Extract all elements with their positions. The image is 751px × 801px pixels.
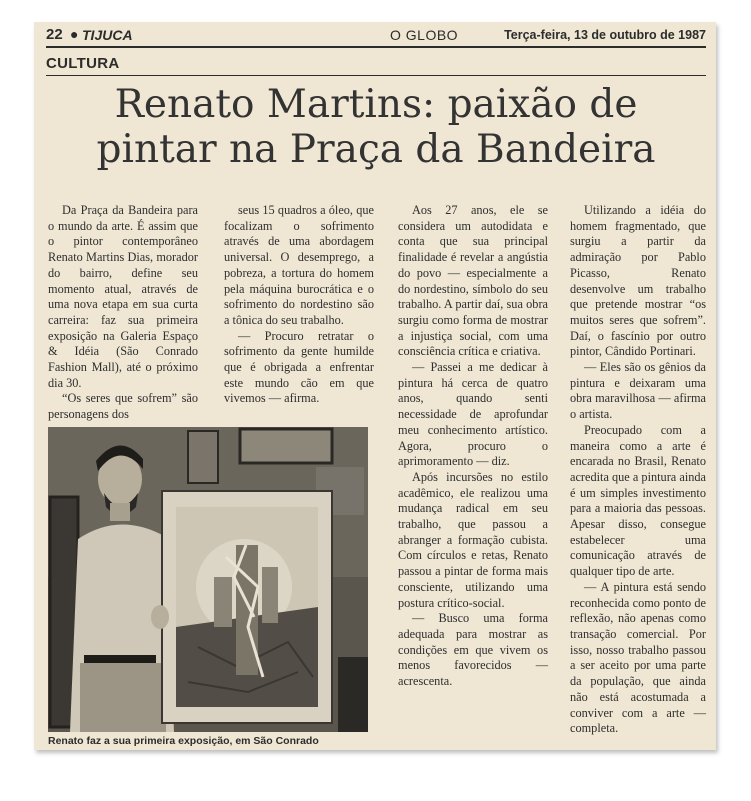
headline-line-1: Renato Martins: paixão de [114, 82, 638, 127]
paragraph: — Procuro retratar o sofrimento da gente humilde que é obrigada a enfrentar este mundo cão em que vivemos — afirma. [224, 328, 374, 406]
article-column-3 [398, 203, 548, 690]
publication-date: Terça-feira, 13 de outubro de 1987 [504, 28, 706, 42]
paragraph: — Eles são os gênios da pintura e deixaram uma obra maravilhosa — afirma o artista. [570, 360, 706, 422]
newspaper-logo: O GLOBO [390, 27, 459, 43]
masthead-rule [46, 46, 706, 48]
photo-illustration [48, 427, 368, 732]
artist-photo [48, 427, 368, 732]
article-column-1 [48, 203, 198, 423]
bullet-icon: ● [70, 26, 79, 42]
article-column-4 [570, 203, 706, 737]
paragraph: Aos 27 anos, ele se considera um autodidata e conta que sua principal finalidade é revelar a angústia do povo — especialmente a do nordestino, símbolo do seu trabalho. A partir daí, sua obra surgiu como forma de mostrar a injustiça social, com uma consciência crítica e criativa. [398, 203, 548, 359]
headline-line-2: pintar na Praça da Bandeira [96, 127, 656, 172]
paragraph: Após incursões no estilo acadêmico, ele realizou uma mudança radical em seu trabalho, que passou a abranger a formação cubista. Com círculos e retas, Renato passou a pintar de forma mais consciente, utilizando uma postura crítico-social. [398, 469, 548, 610]
article-column-2 [224, 203, 374, 407]
masthead-section: TIJUCA [82, 27, 133, 43]
paragraph: — A pintura está sendo reconhecida como ponto de reflexão, não apenas como transação comercial. Por isso, nosso trabalho passou a ser aceito por uma parte da população, que ainda não está acostumada a conviver com a arte — completa. [570, 579, 706, 736]
section-rule [46, 75, 706, 76]
newspaper-clipping [34, 22, 716, 750]
headline [46, 82, 706, 172]
paragraph: — Passei a me dedicar à pintura há cerca de quatro anos, quando senti necessidade de aprofundar meu conhecimento artístico. Agora, procuro o aprimoramento — diz. [398, 360, 548, 469]
section-label: CULTURA [46, 55, 120, 72]
paragraph: — Busco uma forma adequada para mostrar as condições em que vivem os menos favorecidos — acrescenta. [398, 611, 548, 689]
paragraph: “Os seres que sofrem” são personagens dos [48, 391, 198, 422]
page-number: 22 [46, 26, 63, 43]
masthead [46, 26, 706, 44]
paragraph: Da Praça da Bandeira para o mundo da arte. É assim que o pintor contemporâneo Renato Martins Dias, morador do bairro, define seu momento atual, através de uma nova etapa em sua curta carreira: faz sua primeira exposição na Galeria Espaço & Idéia (São Conrado Fashion Mall), até o próximo dia 30. [48, 203, 198, 390]
photo-caption: Renato faz a sua primeira exposição, em São Conrado [48, 735, 319, 747]
paragraph: seus 15 quadros a óleo, que focalizam o sofrimento através de uma abordagem universal. O desemprego, a pobreza, a tortura do homem pela máquina burocrática e o sofrimento do nordestino são a tônica do seu trabalho. [224, 203, 374, 327]
paragraph: Utilizando a idéia do homem fragmentado, que surgiu a partir da admiração por Pablo Picasso, Renato desenvolve um trabalho que pretende mostrar “os muitos seres que sofrem”. Daí, o fascínio por outro pintor, Cândido Portinari. [570, 203, 706, 359]
paragraph: Preocupado com a maneira como a arte é encarada no Brasil, Renato acredita que a pintura ainda é um simples investimento para a maioria das pessoas. Apesar disso, consegue estabelecer uma comunicação através de qualquer tipo de arte. [570, 422, 706, 579]
